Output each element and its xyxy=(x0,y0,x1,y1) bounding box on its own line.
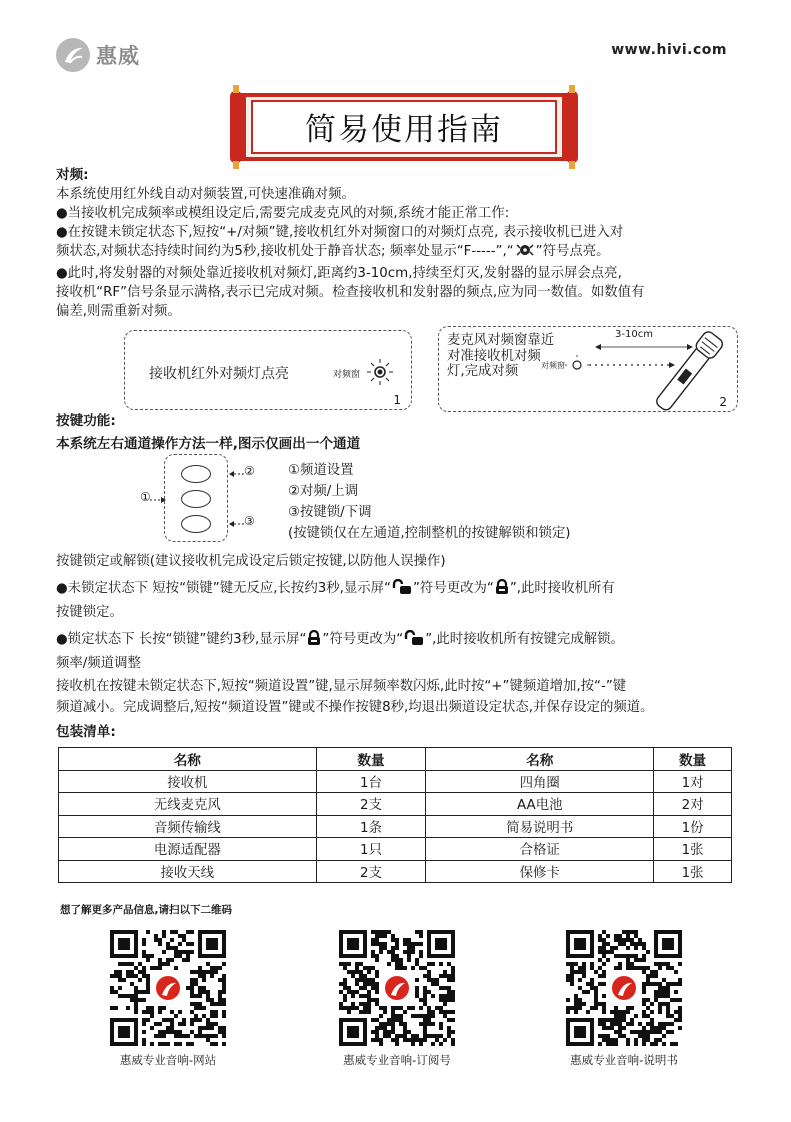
pairing-line: 本系统使用红外线自动对频装置,可快速准确对频。 xyxy=(56,187,355,202)
pair-up-key xyxy=(181,490,211,508)
cell: 接收天线 xyxy=(59,860,317,883)
button-diagram xyxy=(128,454,728,546)
figure2-window-label: 对频窗 xyxy=(541,361,565,370)
cell: 四角圈 xyxy=(426,770,654,793)
pairing-line: 偏差,则需重新对频。 xyxy=(56,304,181,319)
cell: 保修卡 xyxy=(426,860,654,883)
unlocked-icon xyxy=(391,579,413,602)
lock-down-key xyxy=(181,515,211,533)
freq-line: 频道减小。完成调整后,短按“频道设置”键或不操作按键8秒,均退出频道设定状态,并保存设定的频道。 xyxy=(56,700,654,715)
figure2-distance: 3-10cm xyxy=(615,329,653,340)
table-row xyxy=(59,770,732,793)
label-one: ① xyxy=(140,490,151,504)
cell: 2对 xyxy=(654,793,732,816)
qr-code-manual[interactable] xyxy=(566,930,682,1046)
header-cell: 名称 xyxy=(426,748,654,771)
lock-line xyxy=(56,578,654,602)
packing-table xyxy=(58,747,732,883)
qr-caption: 惠威专业音响-订阅号 xyxy=(343,1053,451,1067)
infrared-led-icon xyxy=(365,357,395,391)
function-item: ③按键锁/下调 xyxy=(288,505,372,520)
figure1-number: 1 xyxy=(393,393,401,407)
cell: 1份 xyxy=(654,815,732,838)
figure-receiver-led xyxy=(124,330,412,410)
cell: 2支 xyxy=(316,860,426,883)
cell: 简易说明书 xyxy=(426,815,654,838)
lock-title: 按键锁定或解锁(建议接收机完成设定后锁定按键,以防他人误操作) xyxy=(56,554,446,569)
qr-code-subscription[interactable] xyxy=(339,930,455,1046)
figure1-caption: 接收机红外对频灯点亮 xyxy=(149,366,289,382)
cell: 2支 xyxy=(316,793,426,816)
microphone-icon xyxy=(439,327,739,413)
channel-set-key xyxy=(181,465,211,483)
cell: 接收机 xyxy=(59,770,317,793)
qr-caption: 惠威专业音响-网站 xyxy=(119,1053,217,1067)
buttons-headings xyxy=(56,412,360,454)
pairing-heading: 对频: xyxy=(56,167,89,183)
lock-text: ●未锁定状态下 短按“锁键”键无反应,长按约3秒,显示屏“ xyxy=(56,581,391,596)
header-cell: 数量 xyxy=(654,748,732,771)
cell: 合格证 xyxy=(426,838,654,861)
brand-name: 惠威 xyxy=(96,44,140,68)
unlocked-icon xyxy=(403,630,425,653)
unlock-line xyxy=(56,629,654,653)
pairing-symbol-suffix: ”符号点亮。 xyxy=(535,244,610,259)
buttons-heading: 按键功能: xyxy=(56,413,116,429)
pairing-line: ●在按键未锁定状态下,短按“+/对频”键,接收机红外对频窗口的对频灯点亮, 表示接收机已进入对 xyxy=(56,225,624,240)
pairing-figures xyxy=(0,326,791,412)
label-three: ③ xyxy=(244,514,255,528)
cell: 1只 xyxy=(316,838,426,861)
table-row xyxy=(59,815,732,838)
freq-line: 接收机在按键未锁定状态下,短按“频道设置”键,显示屏频率数闪烁,此时按“+”键频道增加,按“-”键 xyxy=(56,679,627,694)
locked-icon xyxy=(306,630,322,653)
lock-section xyxy=(56,551,654,718)
table-header-row xyxy=(59,748,732,771)
cell: 1台 xyxy=(316,770,426,793)
unlock-text: ●锁定状态下 长按“锁键”键约3秒,显示屏“ xyxy=(56,632,307,647)
buttons-subheading: 本系统左右通道操作方法一样,图示仅画出一个通道 xyxy=(56,436,361,452)
button-panel xyxy=(164,454,228,542)
table-row xyxy=(59,838,732,861)
unlock-text: ”符号更改为“ xyxy=(322,632,404,647)
figure2-number: 2 xyxy=(719,395,727,409)
locked-icon xyxy=(494,579,510,602)
qr-title: 想了解更多产品信息,请扫以下二维码 xyxy=(60,904,232,916)
header-cell: 名称 xyxy=(59,748,317,771)
header-cell: 数量 xyxy=(316,748,426,771)
label-two: ② xyxy=(244,464,255,478)
pairing-line-text: 频状态,对频状态持续时间约为5秒,接收机处于静音状态; 频率处显示“F-----”,“ xyxy=(56,244,514,259)
qr-caption: 惠威专业音响-说明书 xyxy=(570,1053,678,1067)
website-url: www.hivi.com xyxy=(611,42,727,58)
table-row xyxy=(59,860,732,883)
lock-line: 按键锁定。 xyxy=(56,605,123,620)
function-item: ②对频/上调 xyxy=(288,484,359,499)
packing-heading: 包装清单: xyxy=(56,724,116,740)
cell: 音频传输线 xyxy=(59,815,317,838)
pairing-line: 接收机“RF”信号条显示满格,表示已完成对频。检查接收机和发射器的频点,应为同一数值。如数值有 xyxy=(56,285,645,300)
cell: 1条 xyxy=(316,815,426,838)
qr-code-website[interactable] xyxy=(110,930,226,1046)
pairing-line xyxy=(56,242,746,264)
lock-text: ”符号更改为“ xyxy=(413,581,494,596)
cell: 1对 xyxy=(654,770,732,793)
brand-logo xyxy=(56,38,140,72)
pairing-line: ●此时,将发射器的对频处靠近接收机对频灯,距离约3-10cm,持续至灯灭,发射器的显示屏会点亮, xyxy=(56,266,622,281)
function-item: (按键锁仅在左通道,控制整机的按键解锁和锁定) xyxy=(288,526,571,541)
button-function-list xyxy=(288,460,571,544)
pairing-section xyxy=(56,166,746,321)
freq-title: 频率/频道调整 xyxy=(56,656,141,671)
unlock-text: ”,此时接收机所有按键完成解锁。 xyxy=(425,632,624,647)
logo-mark-icon xyxy=(56,38,90,72)
figure-mic-pairing xyxy=(438,326,738,412)
function-item: ①频道设置 xyxy=(288,463,354,478)
figure1-window-label: 对频窗 xyxy=(333,370,361,380)
cell: 1张 xyxy=(654,838,732,861)
pairing-symbol-icon xyxy=(516,242,534,264)
arrow-right-icon xyxy=(150,494,168,506)
cell: 无线麦克风 xyxy=(59,793,317,816)
pairing-line: ●当接收机完成频率或模组设定后,需要完成麦克风的对频,系统才能正常工作: xyxy=(56,206,510,221)
lock-text: ”,此时接收机所有 xyxy=(509,581,615,596)
cell: AA电池 xyxy=(426,793,654,816)
cell: 1张 xyxy=(654,860,732,883)
title-scroll-banner xyxy=(224,85,584,169)
table-row xyxy=(59,793,732,816)
figure2-caption: 麦克风对频窗靠近对准接收机对频灯,完成对频 xyxy=(447,333,555,379)
page-title: 简易使用指南 xyxy=(305,111,503,148)
cell: 电源适配器 xyxy=(59,838,317,861)
